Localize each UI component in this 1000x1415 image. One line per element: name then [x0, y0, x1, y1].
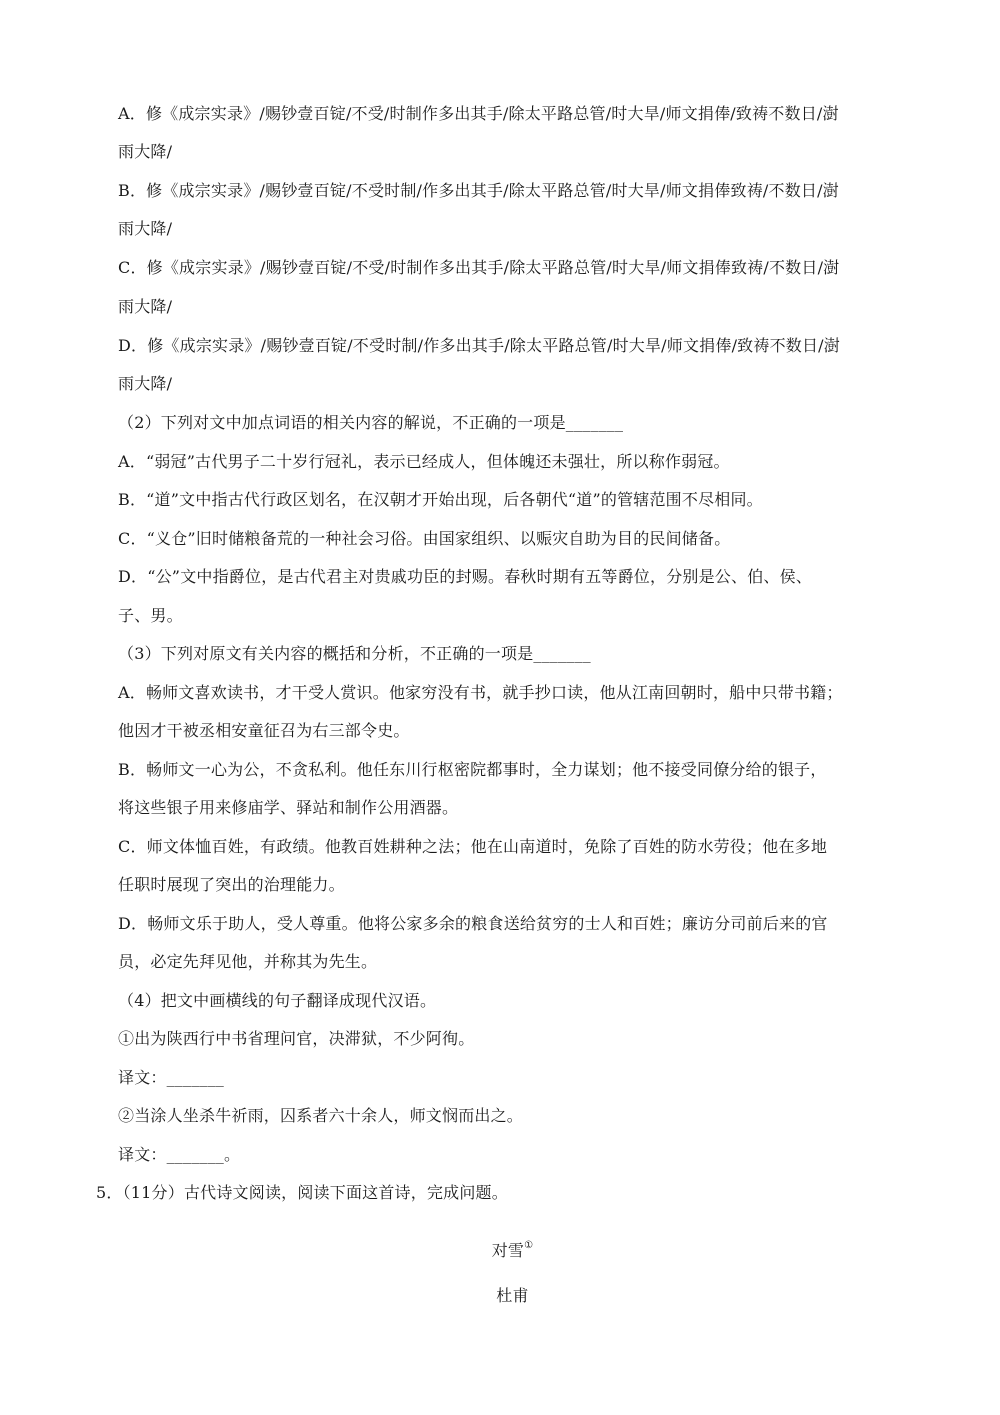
- q3-option-a-line2: 他因才干被丞相安童征召为右三部令史。: [118, 721, 410, 740]
- poem-author: 杜甫: [496, 1286, 529, 1305]
- q1-option-a-line2: 雨大降/: [118, 142, 173, 161]
- q1-option-c-line2: 雨大降/: [118, 297, 173, 316]
- q1-option-a-line1: A．修《成宗实录》/赐钞壹百锭/不受/时制作多出其手/除太平路总管/时大旱/师文捐俸/致祷不数日/澍: [118, 104, 839, 123]
- q2-stem: （2）下列对文中加点词语的相关内容的解说，不正确的一项是_______: [118, 413, 624, 432]
- q2-option-d-line2: 子、男。: [118, 606, 183, 625]
- q3-option-c-line1: C．师文体恤百姓，有政绩。他教百姓耕种之法；他在山南道时，免除了百姓的防水劳役；他在多地: [118, 837, 828, 856]
- q4-translation-2: 译文：_______。: [118, 1145, 241, 1164]
- poem-title: [0, 1235, 1000, 1262]
- q1-option-b-line1: B．修《成宗实录》/赐钞壹百锭/不受时制/作多出其手/除太平路总管/时大旱/师文捐俸致祷/不数日/澍: [118, 181, 839, 200]
- q2-option-d-line1: D．“公”文中指爵位，是古代君主对贵戚功臣的封赐。春秋时期有五等爵位，分别是公、伯、侯、: [118, 567, 812, 586]
- q3-option-b-line1: B．畅师文一心为公，不贪私利。他任东川行枢密院都事时，全力谋划；他不接受同僚分给的银子，: [118, 760, 827, 779]
- q4-sentence-2: ②当涂人坐杀牛祈雨，囚系者六十余人，师文悯而出之。: [118, 1106, 524, 1125]
- q3-option-d-line1: D．畅师文乐于助人，受人尊重。他将公家多余的粮食送给贫穷的士人和百姓；廉访分司前后来的官: [118, 914, 828, 933]
- q4-stem: （4）把文中画横线的句子翻译成现代汉语。: [118, 991, 437, 1010]
- poem-title-text: 对雪: [491, 1241, 525, 1260]
- q3-option-a-line1: A．畅师文喜欢读书，才干受人赏识。他家穷没有书，就手抄口读，他从江南回朝时，船中只带书籍；: [118, 683, 843, 702]
- q5-stem: 5．（11分）古代诗文阅读，阅读下面这首诗，完成问题。: [96, 1183, 508, 1202]
- q2-option-c: C．“义仓”旧时储粮备荒的一种社会习俗。由国家组织、以赈灾自助为目的民间储备。: [118, 529, 731, 548]
- q3-stem: （3）下列对原文有关内容的概括和分析，不正确的一项是_______: [118, 644, 591, 663]
- q3-option-c-line2: 任职时展现了突出的治理能力。: [118, 875, 345, 894]
- q2-option-a: A．“弱冠”古代男子二十岁行冠礼，表示已经成人，但体魄还未强壮，所以称作弱冠。: [118, 452, 730, 471]
- q3-option-d-line2: 员，必定先拜见他，并称其为先生。: [118, 952, 378, 971]
- q1-option-d-line1: D．修《成宗实录》/赐钞壹百锭/不受时制/作多出其手/除太平路总管/时大旱/师文捐俸/致祷不数日/澍: [118, 336, 840, 355]
- q4-sentence-1: ①出为陕西行中书省理问官，决滞狱，不少阿徇。: [118, 1029, 475, 1048]
- footnote-mark: ①: [524, 1240, 534, 1251]
- q1-option-c-line1: C．修《成宗实录》/赐钞壹百锭/不受/时制作多出其手/除太平路总管/时大旱/师文捐俸致祷/不数日/澍: [118, 258, 840, 277]
- q2-option-b: B．“道”文中指古代行政区划名，在汉朝才开始出现，后各朝代“道”的管辖范围不尽相同。: [118, 490, 763, 509]
- q4-translation-1: 译文：_______: [118, 1068, 225, 1087]
- q1-option-b-line2: 雨大降/: [118, 219, 173, 238]
- q3-option-b-line2: 将这些银子用来修庙学、驿站和制作公用酒器。: [118, 798, 459, 817]
- q1-option-d-line2: 雨大降/: [118, 374, 173, 393]
